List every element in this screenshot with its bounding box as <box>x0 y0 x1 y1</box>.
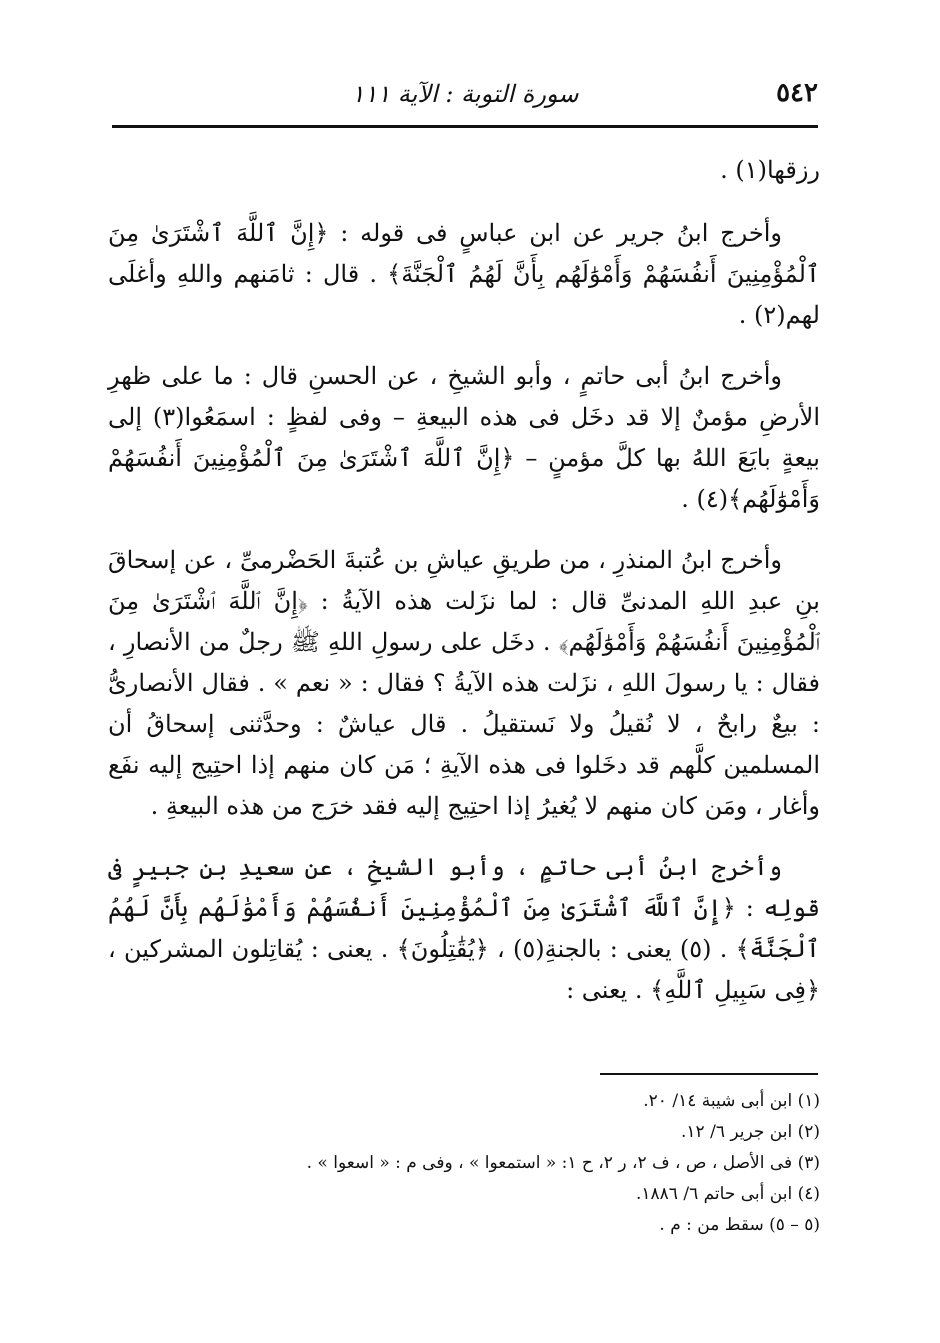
footnotes <box>200 1086 820 1241</box>
page-header <box>112 78 818 118</box>
page-number: ٥٤٢ <box>776 78 818 108</box>
footnote-5: (٥ – ٥) سقط من : م . <box>659 1215 820 1235</box>
footnote-rule <box>600 1073 818 1075</box>
header-rule <box>112 125 818 128</box>
footnote-3: (٣) فى الأصل ، ص ، ف ٢، ر ٢، ح ١: « استمعوا » ، وفى م : « اسعوا » . <box>306 1153 820 1173</box>
footnote-1: (١) ابن أبى شيبة ١٤/ ٢٠. <box>643 1091 820 1111</box>
paragraph-3: وأخرج ابنُ أبى حاتمٍ ، وأبو الشيخِ ، عن الحسنِ قال : ما على ظهرِ الأرضِ مؤمنٌ إلا قد دخَل فى هذه البيعةِ – وفى لفظٍ : اسمَعُوا(٣) إلى بيعةٍ بايَعَ اللهُ بها كلَّ مؤمنٍ – ﴿إِنَّ ٱللَّهَ ٱشْتَرَىٰ مِنَ ٱلْمُؤْمِنِينَ أَنفُسَهُمْ وَأَمْوَٰلَهُم﴾(٤) . <box>108 362 820 513</box>
paragraph-2: وأخرج ابنُ جرير عن ابن عباسٍ فى قوله : ﴿إِنَّ ٱللَّهَ ٱشْتَرَىٰ مِنَ ٱلْمُؤْمِنِينَ أَنفُسَهُمْ وَأَمْوَٰلَهُم بِأَنَّ لَهُمُ ٱلْجَنَّةَ﴾ . قال : ثامَنهم واللهِ وأغلَى لهم(٢) . <box>108 219 820 329</box>
paragraph-4: وأخرج ابنُ المنذرِ ، من طريقِ عياشِ بن عُتبةَ الحَضْرمىِّ ، عن إسحاقَ بنِ عبدِ اللهِ المدنىِّ قال : لما نزَلت هذه الآيةُ : ﴿إِنَّ ٱللَّهَ ٱشْتَرَىٰ مِنَ ٱلْمُؤْمِنِينَ أَنفُسَهُمْ وَأَمْوَٰلَهُم﴾ . دخَل على رسولِ اللهِ ﷺ رجلٌ من الأنصارِ ، فقال : يا رسولَ اللهِ ، نزَلت هذه الآيةُ ؟ فقال : « نعم » . فقال الأنصارىُّ : بيعٌ رابحٌ ، لا نُقيلُ ولا نَستقيلُ . قال عياشٌ : وحدَّثنى إسحاقُ أن المسلمين كلَّهم قد دخَلوا فى هذه الآيةِ ؛ مَن كان منهم إذا احتِيج إليه نفَع وأغار ، ومَن كان منهم لا يُغيرُ إذا احتِيج إليه فقد خرَج من هذه البيعةِ . <box>108 546 820 820</box>
body-text <box>108 150 820 1031</box>
footnote-4: (٤) ابن أبى حاتم ٦/ ١٨٨٦. <box>635 1184 820 1204</box>
paragraph-1: رزقها(١) . <box>720 156 820 184</box>
footnote-2: (٢) ابن جرير ٦/ ١٢. <box>681 1122 820 1142</box>
running-title: سورة التوبة : الآية ١١١ <box>351 80 579 108</box>
paragraph-5: وأخرج ابنُ أبى حاتمٍ ، وأبو الشيخِ ، عن سعيدِ بنِ جبيرٍ فى قولِه : ﴿إِنَّ ٱللَّهَ ٱشْتَرَىٰ مِنَ ٱلْمُؤْمِنِينَ أَنفُسَهُمْ وَأَمْوَٰلَهُم بِأَنَّ لَهُمُ ٱلْجَنَّةَ﴾ . (٥) يعنى : بالجنةِ(٥) ، ﴿يُقَٰتِلُونَ﴾ . يعنى : يُقاتِلون المشركين ، ﴿فِى سَبِيلِ ٱللَّهِ﴾ . يعنى : <box>108 853 821 1004</box>
